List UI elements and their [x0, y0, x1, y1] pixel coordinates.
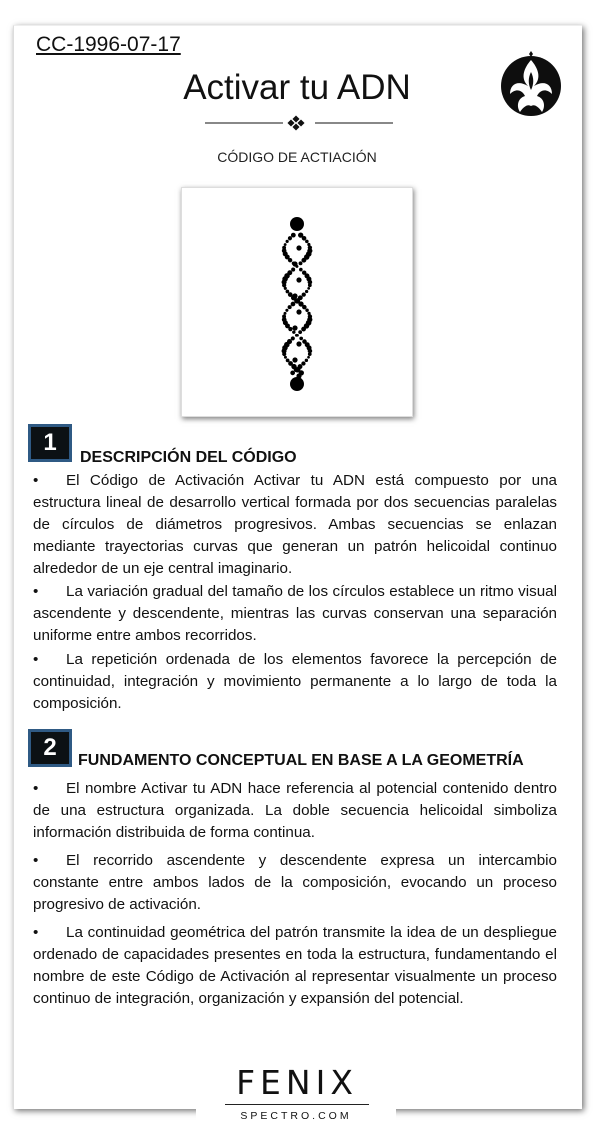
helix-dot [299, 268, 303, 272]
helix-dot [282, 283, 286, 287]
bullet: • [33, 924, 39, 941]
helix-dot [308, 352, 312, 356]
helix-dot [307, 356, 310, 359]
bullet: • [33, 780, 39, 797]
helix-center-dot [292, 325, 297, 330]
helix-dot [282, 352, 286, 356]
section-1-paragraph-2: • La variación gradual del tamaño de los círculos establece un ritmo visual ascendente y descendente, mientras las curvas conservan una separación uniforme entre ambos recorridos. [33, 583, 557, 644]
helix-dot [305, 359, 308, 362]
helix-dot [305, 290, 308, 293]
helix-dot [291, 336, 295, 340]
footer-website: SPECTRO.COM [196, 1107, 396, 1125]
helix-center-dot [296, 277, 301, 282]
dna-code-image [181, 187, 413, 417]
section-2-paragraph-1: • El nombre Activar tu ADN hace referencia al potencial contenido dentro de una estructura organizada. La doble secuencia helicoidal simboliza información distribuida de forma continua. [33, 780, 557, 841]
document-code: CC-1996-07-17 [36, 33, 181, 56]
section-2-paragraph-3: • La continuidad geométrica del patrón transmite la idea de un despliegue ordenado de capacidades presentes en toda la estructura, fundamentando el nombre de este Código de Activación al representar visualmente un proceso continuo de integración, organización y expansión del potencial. [33, 924, 557, 1007]
footer-brand-logo: FENIX [236, 1063, 358, 1102]
helix-dot [284, 243, 287, 246]
helix-center-dot [296, 309, 301, 314]
helix-end-dot [290, 217, 304, 231]
section-2-title: FUNDAMENTO CONCEPTUAL EN BASE A LA GEOMETRÍA [78, 752, 524, 769]
helix-end-dot [290, 377, 304, 391]
section-1-paragraph-1: • El Código de Activación Activar tu ADN está compuesto por una estructura lineal de desarrollo vertical formada por dos secuencias paralelas de círculos de diámetros progresivos. Ambas secuencias se enlazan mediante trayectorias curvas que generan un patrón helicoidal continuo alrededor de un eje central imaginario. [33, 472, 557, 577]
bullet: • [33, 583, 39, 600]
helix-center-dot [292, 261, 297, 266]
page-title: Activar tu ADN [183, 68, 411, 107]
helix-dot [286, 358, 290, 362]
helix-center-dot [296, 245, 301, 250]
helix-dot [301, 327, 306, 332]
helix-dot [298, 330, 302, 334]
helix-center-dot [292, 293, 297, 298]
bullet: • [33, 852, 39, 869]
helix-dot [288, 258, 292, 262]
helix-dot [302, 305, 307, 310]
phoenix-logo-icon [498, 50, 564, 118]
page-subtitle: CÓDIGO DE ACTIACIÓN [217, 149, 377, 165]
helix-dot [302, 236, 307, 241]
helix-center-dot [296, 373, 301, 378]
helix-dot [291, 233, 296, 238]
helix-dot [288, 236, 292, 240]
section-2-paragraph-2: • El recorrido ascendente y descendente expresa un intercambio constante entre ambos lados de la composición, evocando un proceso progresivo de activación. [33, 852, 557, 913]
helix-dot [305, 309, 308, 312]
bullet: • [33, 472, 39, 489]
helix-dot [285, 309, 288, 312]
helix-dot [291, 302, 296, 307]
helix-dot [299, 261, 303, 265]
section-1-paragraph-3: • La repetición ordenada de los elementos favorece la percepción de continuidad, integración y movimiento permanente a lo largo de toda la composición. [33, 651, 557, 712]
helix-dot [290, 371, 295, 376]
helix-center-dot [292, 357, 297, 362]
helix-dot [286, 240, 289, 243]
helix-dot [305, 240, 309, 244]
helix-dot [284, 287, 287, 290]
helix-dot [307, 287, 310, 290]
helix-dot [296, 334, 299, 337]
helix-dot [292, 330, 295, 333]
helix-dot [301, 258, 306, 263]
helix-dot [291, 268, 295, 272]
bullet: • [33, 651, 39, 668]
helix-dot [308, 283, 312, 287]
helix-dot [284, 312, 287, 315]
section-1-title: DESCRIPCIÓN DEL CÓDIGO [80, 449, 297, 466]
diamond-ornament-icon [205, 113, 393, 133]
helix-dot [288, 327, 292, 331]
section-1-number: 1 [28, 424, 72, 462]
footer-divider [225, 1104, 369, 1105]
helix-dot [286, 290, 290, 294]
helix-dot [302, 292, 306, 296]
helix-center-dot [296, 341, 301, 346]
helix-dot [301, 361, 305, 365]
helix-dot [284, 356, 287, 359]
section-2-number: 2 [28, 729, 72, 767]
helix-dot [288, 305, 292, 309]
helix-dot [299, 337, 303, 341]
